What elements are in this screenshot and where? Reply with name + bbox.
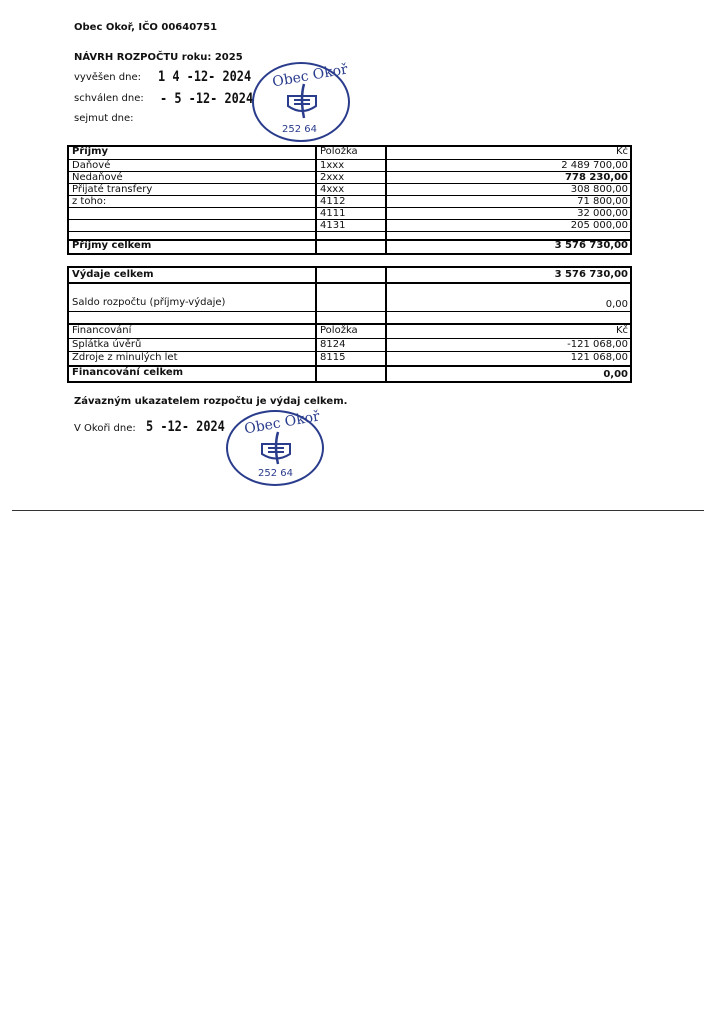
posted-label: vyvěšen dne: [74,72,141,83]
expenses-total-amount: 3 576 730,00 [554,269,628,280]
income-row-amount: 32 000,00 [577,208,628,219]
col-divider [315,284,317,324]
posted-date-stamp: 1 4 -12- 2024 [158,69,252,85]
binding-indicator-note: Závazným ukazatelem rozpočtu je výdaj celkem. [74,396,348,407]
stamp-name: Obec Okoř [243,408,321,438]
financing-header-amount: Kč [615,325,628,336]
financing-total-label: Financování celkem [72,367,184,378]
income-row-code: 4112 [320,196,346,207]
financing-row-code: 8124 [320,339,346,350]
income-total-amount: 3 576 730,00 [554,240,628,251]
financing-row-label: Splátka úvěrů [72,339,142,350]
income-total-label: Příjmy celkem [72,240,152,251]
income-row-label: Přijaté transfery [72,184,153,195]
income-row-amount: 308 800,00 [570,184,628,195]
income-row-code: 1xxx [320,160,345,171]
stamp-postcode: 252 64 [282,124,317,135]
coat-of-arms-icon [282,82,322,120]
removed-label: sejmut dne: [74,113,134,124]
place-date-label: V Okoři dne: [74,423,136,434]
income-row-label: Daňové [72,160,111,171]
official-stamp-footer [226,410,324,486]
approved-label: schválen dne: [74,93,144,104]
official-stamp [252,62,350,142]
financing-row-code: 8115 [320,352,346,363]
financing-header-label: Financování [72,325,132,336]
document-title: NÁVRH ROZPOČTU roku: 2025 [74,52,243,63]
income-row-amount: 71 800,00 [577,196,628,207]
financing-row-amount: 121 068,00 [570,352,628,363]
income-row-code: 2xxx [320,172,345,183]
income-header-amount: Kč [615,146,628,157]
income-row-amount: 2 489 700,00 [561,160,628,171]
page-divider [12,510,704,511]
financing-row-amount: -121 068,00 [567,339,628,350]
place-date-stamp: 5 -12- 2024 [146,419,225,435]
income-row-amount: 205 000,00 [570,220,628,231]
row-line [67,311,632,312]
income-row-code: 4131 [320,220,346,231]
financing-total-amount: 0,00 [603,369,628,380]
financing-row-label: Zdroje z minulých let [72,352,178,363]
income-header-label: Příjmy [72,146,109,157]
stamp-name: Obec Okoř [271,61,349,91]
income-row-label: Nedaňové [72,172,123,183]
expenses-total-label: Výdaje celkem [72,269,154,280]
stamp-postcode: 252 64 [258,468,293,479]
income-row-code: 4xxx [320,184,345,195]
income-row-amount: 778 230,00 [565,172,628,183]
income-row-code: 4111 [320,208,346,219]
balance-label: Saldo rozpočtu (příjmy-výdaje) [72,297,226,308]
balance-amount: 0,00 [605,299,628,310]
income-header-code: Položka [320,146,358,157]
coat-of-arms-icon [256,430,296,466]
municipality-heading: Obec Okoř, IČO 00640751 [74,22,218,33]
income-row-label: z toho: [72,196,107,207]
col-divider [315,266,317,284]
approved-date-stamp: - 5 -12- 2024 [160,91,254,107]
financing-header-code: Položka [320,325,358,336]
